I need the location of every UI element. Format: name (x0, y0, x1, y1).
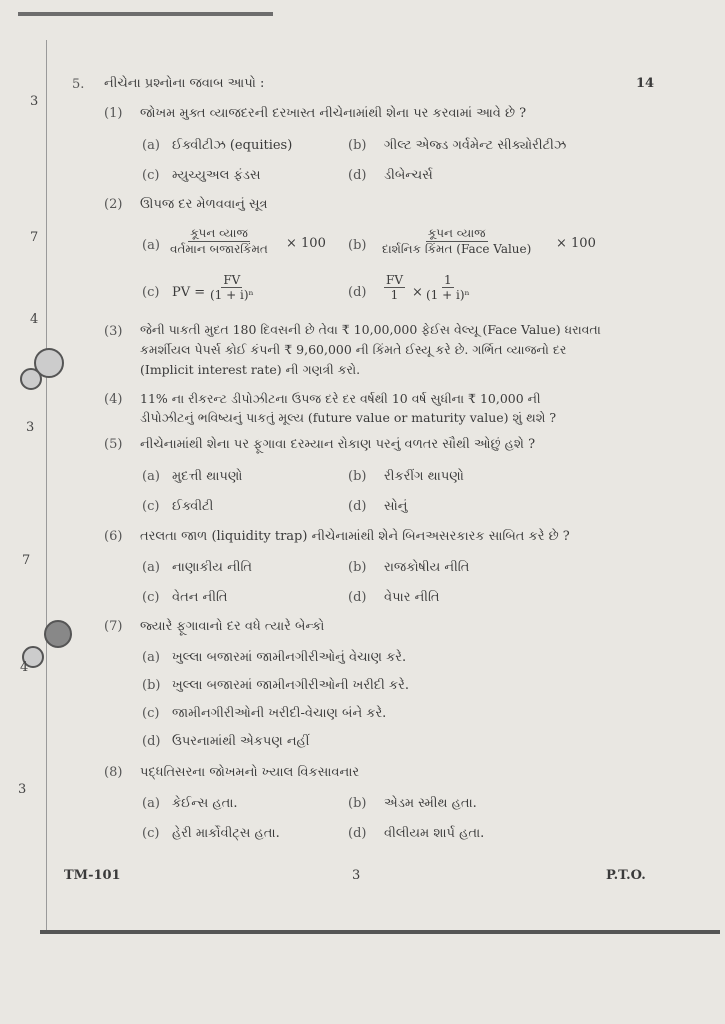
option-label: (d) (142, 734, 161, 749)
option-label: (a) (142, 138, 160, 153)
margin-mark: 4 (30, 312, 39, 327)
subquestion-text: જ્યારે ફૂગાવાનો દર વધે ત્યારે બેન્કો (140, 619, 325, 634)
formula-numerator: કૂપન વ્યાજ (190, 226, 248, 240)
punch-hole-icon (20, 368, 42, 390)
subquestion-number: (5) (104, 437, 123, 452)
formula-denominator: વર્તમાન બજારકિંમત (170, 242, 268, 256)
subquestion-number: (8) (104, 765, 123, 780)
formula-denominator: દાર્શનિક કિંમત (Face Value) (382, 242, 532, 256)
option-text: એડમ સ્મીથ હતા. (384, 796, 477, 811)
option-text: રાજકોષીય નીતિ (384, 560, 470, 575)
subquestion-number: (2) (104, 197, 123, 212)
formula-multiplier: × 100 (286, 236, 326, 251)
option-text: હેરી માર્કોવીટ્સ હતા. (172, 826, 280, 841)
subquestion-number: (7) (104, 619, 123, 634)
option-label: (c) (142, 285, 160, 300)
option-text: ઈક્વીટીઝ (equities) (172, 138, 293, 153)
question-heading: નીચેના પ્રશ્નોના જવાબ આપો : (104, 76, 265, 91)
margin-mark: 3 (26, 420, 35, 435)
formula-numerator: કૂપન વ્યાજ (427, 226, 486, 240)
option-label: (b) (348, 560, 367, 575)
bottom-border-bar (40, 930, 720, 934)
option-label: (a) (142, 796, 160, 811)
margin-mark: 3 (18, 782, 27, 797)
option-label: (a) (142, 469, 160, 484)
formula-times: × (412, 285, 423, 300)
punch-hole-icon (44, 620, 72, 648)
option-label: (d) (348, 826, 367, 841)
subquestion-text-line: કમર્શીયલ પેપર્સ કોઈ કંપની ₹ 9,60,000 ની કિંમતે ઈસ્યૂ કરે છે. ગર્ભિત વ્યાજનો દર (140, 342, 567, 357)
option-text: ખુલ્લા બજારમાં જામીનગીરીઓનું વેચાણ કરે. (172, 650, 407, 665)
subquestion-number: (3) (104, 324, 123, 339)
option-label: (d) (348, 590, 367, 605)
option-text: ડીબેન્ચર્સ (384, 168, 433, 183)
option-label: (a) (142, 650, 160, 665)
option-label: (b) (348, 796, 367, 811)
option-text: મુદત્તી થાપણો (172, 469, 243, 484)
subquestion-text-line: જેની પાકતી મુદત 180 દિવસની છે તેવા ₹ 10,00,000 ફેઈસ વેલ્યૂ (Face Value) ધરાવતા (140, 322, 601, 337)
option-label: (b) (142, 678, 161, 693)
subquestion-number: (1) (104, 106, 123, 121)
option-label: (c) (142, 168, 160, 183)
formula-denominator: (1 + i)ⁿ (426, 288, 470, 302)
option-text: ઈક્વીટી (172, 499, 214, 514)
option-label: (c) (142, 826, 160, 841)
formula-c-fraction (208, 273, 256, 302)
option-text: ખુલ્લા બજારમાં જામીનગીરીઓની ખરીદી કરે. (172, 678, 409, 693)
option-label: (b) (348, 238, 367, 253)
formula-denominator: 1 (390, 288, 399, 302)
subquestion-number: (6) (104, 529, 123, 544)
option-label: (d) (348, 168, 367, 183)
option-text: ઉપરનામાંથી એકપણ નહીં (172, 734, 310, 749)
question-number: 5. (72, 77, 85, 92)
option-text: જામીનગીરીઓની ખરીદી-વેચાણ બંને કરે. (172, 706, 387, 721)
option-label: (d) (348, 285, 367, 300)
formula-d-fraction-1 (384, 273, 405, 302)
formula-lhs: PV = (172, 285, 206, 300)
subquestion-text-line: 11% ના રીકરન્ટ ડીપોઝીટના ઉપજ દરે દર વર્ષથી 10 વર્ષ સુધીના ₹ 10,000 ની (140, 391, 541, 406)
option-text: મ્યુચ્યુઅલ ફંડસ (172, 168, 261, 183)
top-border-bar (18, 12, 273, 16)
option-label: (b) (348, 469, 367, 484)
option-label: (a) (142, 560, 160, 575)
subquestion-number: (4) (104, 392, 123, 407)
subquestion-text: તરલતા જાળ (liquidity trap) નીચેનામાંથી શેને બિનઅસરકારક સાબિત કરે છે ? (140, 529, 570, 544)
subquestion-text: ઊપજ દર મેળવવાનું સૂત્ર (140, 197, 268, 212)
option-text: સોનું (384, 499, 408, 514)
subquestion-text-line: ડીપોઝીટનું ભવિષ્યનું પાકતું મૂલ્ય (future value or maturity value) શું થશે ? (140, 410, 557, 425)
formula-b-fraction (380, 226, 533, 257)
footer-paper-code: TM-101 (64, 868, 121, 883)
formula-numerator: FV (386, 273, 403, 287)
option-text: ગીલ્ટ એજ્ડ ગર્વમેન્ટ સીક્યોરીટીઝ (384, 138, 567, 153)
option-label: (d) (348, 499, 367, 514)
formula-multiplier: × 100 (556, 236, 596, 251)
option-text: રીકરીંગ થાપણો (384, 469, 464, 484)
option-text: કેઈન્સ હતા. (172, 796, 238, 811)
option-label: (a) (142, 238, 160, 253)
margin-mark: 7 (30, 230, 39, 245)
option-text: વીલીયમ શાર્પ હતા. (384, 826, 485, 841)
option-text: વેતન નીતિ (172, 590, 228, 605)
formula-numerator: FV (223, 273, 241, 287)
option-label: (b) (348, 138, 367, 153)
margin-mark: 7 (22, 553, 31, 568)
footer-page-number: 3 (352, 868, 361, 883)
question-marks: 14 (636, 76, 655, 91)
margin-mark: 4 (20, 660, 29, 675)
margin-line (46, 40, 47, 930)
formula-denominator: (1 + i)ⁿ (210, 288, 254, 302)
option-text: વેપાર નીતિ (384, 590, 440, 605)
footer-pto: P.T.O. (606, 868, 646, 883)
subquestion-text: જોખમ મુક્ત વ્યાજદરની દરખાસ્ત નીચેનામાંથી શેના પર કરવામાં આવે છે ? (140, 106, 527, 121)
subquestion-text-line: (Implicit interest rate) ની ગણત્રી કરો. (140, 362, 361, 377)
option-text: નાણાકીય નીતિ (172, 560, 253, 575)
margin-mark: 3 (30, 94, 39, 109)
formula-numerator: 1 (444, 273, 452, 287)
formula-d-fraction-2 (424, 273, 472, 302)
option-label: (c) (142, 590, 160, 605)
subquestion-text: પદ્ધતિસરના જોખમનો ખ્યાલ વિકસાવનાર (140, 765, 360, 780)
formula-a-fraction (168, 226, 270, 257)
option-label: (c) (142, 706, 160, 721)
option-label: (c) (142, 499, 160, 514)
subquestion-text: નીચેનામાંથી શેના પર ફૂગાવા દરમ્યાન રોકાણ પરનું વળતર સૌથી ઓછું હશે ? (140, 437, 536, 452)
